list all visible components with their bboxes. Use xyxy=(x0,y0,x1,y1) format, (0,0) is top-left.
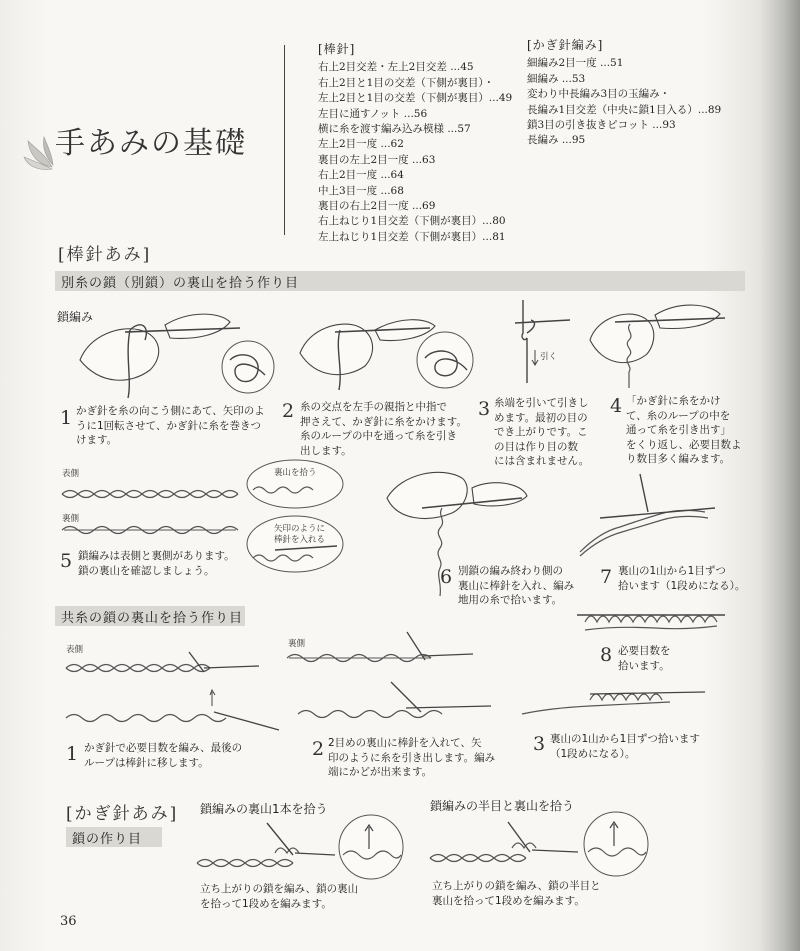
own-yarn-step2-illustration xyxy=(296,680,496,725)
front-side-label: 表側 xyxy=(62,469,80,479)
illustration-step4 xyxy=(585,290,730,390)
text-line: には含まれません。 xyxy=(494,455,590,467)
text-line: 出します。 xyxy=(300,444,352,457)
crochet-method1-text xyxy=(200,882,358,911)
own-yarn-back-illustration xyxy=(285,630,475,670)
toc-item: 右上2目一度 ...64 xyxy=(318,169,404,182)
text-line: けます。 xyxy=(76,434,118,446)
step-7-text xyxy=(618,564,745,593)
text-line: かぎ針で必要目数を編み、最後の xyxy=(84,742,243,754)
text-line: の目は作り目の数 xyxy=(494,440,578,453)
text-line: 押さえて、かぎ針に糸をかけます。 xyxy=(300,415,467,428)
text-line: めます。最初の目の xyxy=(494,411,588,424)
own-yarn-step-2-text xyxy=(328,736,495,780)
step-number: 1 xyxy=(66,743,79,765)
text-line: でき上がりです。こ xyxy=(494,426,588,438)
own-yarn-step3-illustration xyxy=(520,678,710,723)
crochet-method2-illustration xyxy=(428,812,658,877)
text-line: 地用の糸で拾います。 xyxy=(458,594,563,606)
text-line: 2目めの裏山に棒針を入れて、矢 xyxy=(328,737,482,749)
toc-item: 裏目の右上2目一度 ...69 xyxy=(318,200,436,213)
crochet-method1-illustration xyxy=(195,815,415,880)
subheading-half-and-back-loop: 鎖編みの半目と裏山を拾う xyxy=(430,799,575,813)
page-title: 手あみの基礎 xyxy=(55,126,247,161)
step-number: 2 xyxy=(312,738,325,760)
text-line: ループは棒針に移します。 xyxy=(84,756,209,769)
text-line: 裏山に棒針を入れ、編み xyxy=(458,579,575,592)
text-line: うに1回転させて、かぎ針に糸を巻きつ xyxy=(76,419,261,432)
text-line: 鎖編みは表側と裏側があります。 xyxy=(78,550,235,562)
section-bar-provisional: 別糸の鎖（別鎖）の裏山を拾う作り目 xyxy=(55,271,745,291)
subheading-back-loop: 鎖編みの裏山1本を拾う xyxy=(200,802,328,816)
step-6-text xyxy=(458,564,574,608)
step-number: 5 xyxy=(60,550,73,572)
text-line: 矢印のように xyxy=(274,524,326,534)
step-number: 7 xyxy=(600,566,613,588)
text-line: （1段めになる）。 xyxy=(550,747,636,760)
illustration-step3 xyxy=(495,298,575,388)
text-line: をくり返し、必要目数よ xyxy=(626,438,742,451)
bubble-label xyxy=(274,524,325,546)
own-yarn-step-1-text xyxy=(84,741,242,770)
toc-knit-heading: [棒針] xyxy=(318,42,356,56)
chain-front-illustration xyxy=(60,484,240,504)
leaf-ornament-icon xyxy=(22,135,58,175)
chain-back-illustration xyxy=(60,520,240,540)
toc-item: 左目に通すノット ...56 xyxy=(318,107,428,120)
toc-item: 長編み ...95 xyxy=(527,134,586,147)
text-line: 立ち上がりの鎖を編み、鎖の半目と xyxy=(432,880,601,892)
text-line: 拾います。 xyxy=(618,659,670,672)
text-line: て、糸のループの中を xyxy=(626,409,731,422)
toc-item: 左上2目と1目の交差（下側が裏目）...49 xyxy=(318,92,513,105)
illustration-step1 xyxy=(70,300,280,400)
toc-crochet xyxy=(527,38,767,149)
toc-item: 裏目の左上2目一度 ...63 xyxy=(318,153,436,166)
text-line: 別鎖の編み終わり側の xyxy=(458,565,563,577)
step-number: 8 xyxy=(600,644,613,666)
step-number: 3 xyxy=(478,398,491,420)
toc-item: 左上ねじり1目交差（下側が裏目）...81 xyxy=(318,230,506,243)
back-side-label: 裏側 xyxy=(288,639,306,649)
step-4-text xyxy=(626,394,742,467)
toc-item: 左上2目一度 ...62 xyxy=(318,138,404,151)
text-line: を拾って1段めを編みます。 xyxy=(200,897,332,910)
illustration-step2 xyxy=(295,298,480,398)
text-line: 印のように糸を引き出します。編み xyxy=(328,751,496,764)
toc-item: 中上3目一度 ...68 xyxy=(318,184,404,197)
own-yarn-step1-illustration xyxy=(64,690,284,730)
toc-item: 細編み2目一度 ...51 xyxy=(527,57,624,70)
section-crochet-title: [かぎ針あみ] xyxy=(66,804,179,824)
own-yarn-front-illustration xyxy=(64,650,264,680)
crochet-method2-text xyxy=(432,879,601,908)
illustration-step7 xyxy=(570,472,720,562)
text-line: 立ち上がりの鎖を編み、鎖の裏山 xyxy=(200,883,359,895)
toc-item: 長編み1目交差（中央に鎖1目入る）...89 xyxy=(527,103,722,116)
step-1-text xyxy=(76,404,265,448)
step-number: 2 xyxy=(282,400,295,422)
toc-crochet-heading: [かぎ針編み] xyxy=(527,38,604,52)
toc-item: 細編み ...53 xyxy=(527,72,586,85)
back-side-label: 裏側 xyxy=(62,514,80,524)
toc-knitting xyxy=(318,42,533,245)
step-8-text xyxy=(618,644,671,673)
chain-stitch-label: 鎖編み xyxy=(57,310,94,324)
bubble-label: 裏山を拾う xyxy=(274,468,317,478)
step-number: 1 xyxy=(60,407,73,429)
text-line: 棒針を入れる xyxy=(274,535,326,545)
page-number: 36 xyxy=(60,914,77,929)
toc-item: 鎖3目の引き抜きピコット ...93 xyxy=(527,119,676,132)
text-line: 端にかどが出来ます。 xyxy=(328,766,433,778)
text-line: 裏山の1山から1目ずつ拾います xyxy=(550,733,700,745)
step-2-text xyxy=(300,400,467,458)
text-line: 糸のループの中を通って糸を引き xyxy=(300,430,457,442)
front-side-label: 表側 xyxy=(66,645,84,655)
toc-item: 右上2目と1目の交差（下側が裏目）・ xyxy=(318,76,495,89)
text-line: 通って糸を引き出す」 xyxy=(626,424,731,436)
step-number: 3 xyxy=(533,733,546,755)
toc-item: 変わり中長編み3目の玉編み・ xyxy=(527,88,671,101)
toc-item: 右上2目交差・左上2目交差 ...45 xyxy=(318,61,474,74)
toc-item: 右上ねじり1目交差（下側が裏目）...80 xyxy=(318,215,506,228)
text-line: り数目多く編みます。 xyxy=(626,453,731,465)
text-line: 「かぎ針に糸をかけ xyxy=(626,395,721,407)
text-line: 必要目数を xyxy=(618,645,671,657)
section-bar-own-yarn: 共糸の鎖の裏山を拾う作り目 xyxy=(55,606,245,626)
step-5-text xyxy=(78,549,235,578)
section-bar-chain-foundation: 鎖の作り目 xyxy=(66,827,162,847)
toc-divider xyxy=(284,45,285,235)
own-yarn-step-3-text xyxy=(550,732,700,761)
text-line: かぎ針を糸の向こう側にあて、矢印のよ xyxy=(76,405,265,417)
illustration-step8 xyxy=(575,600,725,640)
section-knit-title: [棒針あみ] xyxy=(58,245,152,265)
step-number: 6 xyxy=(440,566,453,588)
text-line: 糸の交点を左手の親指と中指で xyxy=(300,401,447,413)
book-spine-shadow xyxy=(760,0,800,951)
toc-item: 横に糸を渡す編み込み模様 ...57 xyxy=(318,123,471,136)
pull-label: 引く xyxy=(540,352,558,362)
text-line: 拾います（1段めになる）。 xyxy=(618,579,746,592)
text-line: 鎖の裏山を確認しましょう。 xyxy=(78,564,215,577)
step-number: 4 xyxy=(610,395,623,417)
text-line: 糸端を引いて引きし xyxy=(494,397,589,409)
text-line: 裏山を拾って1段めを編みます。 xyxy=(432,894,585,907)
text-line: 裏山の1山から1目ずつ xyxy=(618,565,726,577)
